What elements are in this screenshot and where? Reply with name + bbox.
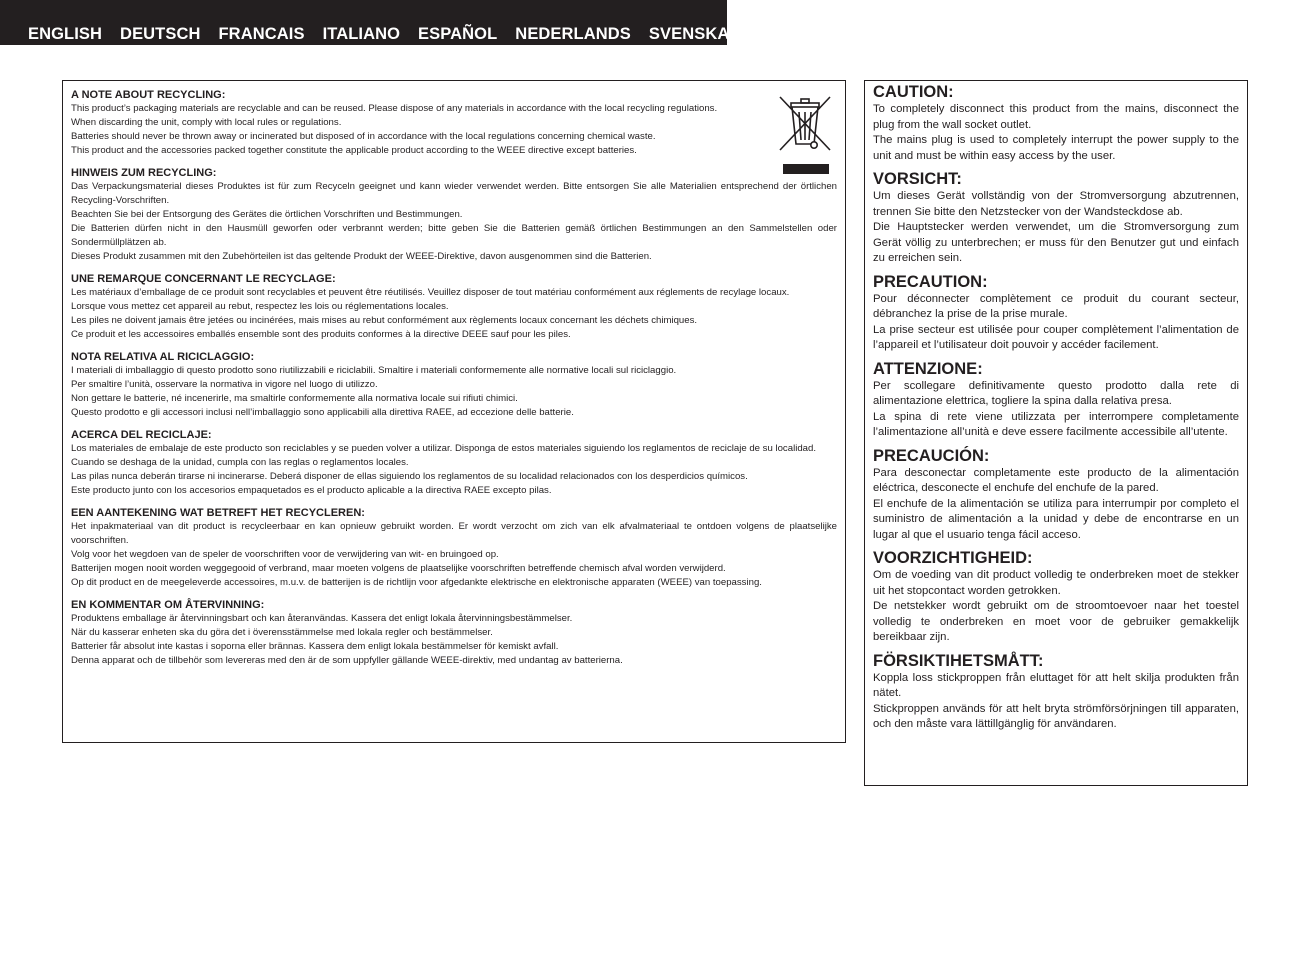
tab-italiano[interactable]: ITALIANO <box>322 25 401 43</box>
caution-heading: CAUTION: <box>873 83 954 101</box>
caution-heading: ATTENZIONE: <box>873 359 983 378</box>
tab-svenska[interactable]: SVENSKA <box>648 25 730 43</box>
paragraph: Das Verpackungsmaterial dieses Produktes ist für zum Recyceln geeignet und kann wieder verwendet werden. Bitte entsorgen Sie alle Materialien entsprechend der örtlichen Recycling-Vorschriften. <box>71 181 837 206</box>
paragraph: This product’s packaging materials are recyclable and can be reused. Please dispose of any materials in accordance with the local recycling regulations. <box>71 103 718 114</box>
tab-espanol[interactable]: ESPAÑOL <box>418 25 498 43</box>
paragraph: Produktens emballage är återvinningsbart och kan återanvändas. Kassera det enligt lokala återvinningsbestämmelser. <box>71 613 573 624</box>
caution-section-svenska <box>873 652 1239 733</box>
tab-nederlands[interactable]: NEDERLANDS <box>515 25 631 43</box>
caution-section-deutsch <box>873 170 1239 267</box>
paragraph: Batteries should never be thrown away or incinerated but disposed of in accordance with the local regulations concerning chemical waste. <box>71 131 656 142</box>
tab-english[interactable]: ENGLISH <box>28 25 103 43</box>
crossed-out-wheelie-bin-icon <box>777 94 833 174</box>
recycling-notes-panel <box>62 80 846 743</box>
recycling-section-espanol <box>71 428 837 498</box>
tab-deutsch[interactable]: DEUTSCH <box>120 25 201 43</box>
paragraph: När du kasserar enheten ska du göra det i överensstämmelse med lokala regler och bestämmelser. <box>71 627 493 638</box>
paragraph: Stickproppen används för att helt bryta strömförsörjningen till apparaten, och den måste vara lättillgänglig för användaren. <box>873 702 1239 730</box>
paragraph: Este producto junto con los accesorios empaquetados es el producto aplicable a la directiva RAEE excepto pilas. <box>71 485 552 496</box>
caution-section-english <box>873 83 1239 164</box>
recycling-heading: ACERCA DEL RECICLAJE: <box>71 429 212 441</box>
paragraph: Um dieses Gerät vollständig von der Stromversorgung abzutrennen, trennen Sie bitte den Netzstecker von der Wandsteckdose ab. <box>873 190 1239 218</box>
paragraph: When discarding the unit, comply with local rules or regulations. <box>71 117 342 128</box>
paragraph: De netstekker wordt gebruikt om de stroomtoevoer naar het toestel volledig te onderbreken en moet voor de gebruiker gemakkelijk bereikbaar zijn. <box>873 600 1239 643</box>
caution-heading: VORSICHT: <box>873 170 962 188</box>
paragraph: Beachten Sie bei der Entsorgung des Gerätes die örtlichen Vorschriften und Bestimmungen. <box>71 209 463 220</box>
paragraph: Les piles ne doivent jamais être jetées ou incinérées, mais mises au rebut conformément aux règlements locaux concernant les déchets chimiques. <box>71 315 698 326</box>
caution-heading: PRECAUCIÓN: <box>873 446 990 465</box>
recycling-heading: UNE REMARQUE CONCERNANT LE RECYCLAGE: <box>71 273 336 285</box>
recycling-heading: NOTA RELATIVA AL RICICLAGGIO: <box>71 351 255 363</box>
paragraph: La prise secteur est utilisée pour couper complètement l’alimentation de l’appareil et l’utilisateur doit pouvoir y accéder facilement. <box>873 323 1239 351</box>
paragraph: This product and the accessories packed together constitute the applicable product according to the WEEE directive except batteries. <box>71 145 637 156</box>
paragraph: Questo prodotto e gli accessori inclusi nell’imballaggio sono applicabili alla direttiva RAEE, ad eccezione delle batterie. <box>71 407 574 418</box>
paragraph: El enchufe de la alimentación se utiliza para interrumpir por completo el suministro de alimentación a la unidad y debe de encontrarse en un lugar al que el usuario tenga fácil acceso. <box>873 497 1239 541</box>
paragraph: Volg voor het wegdoen van de speler de voorschriften voor de verwijdering van wit- en bruingoed op. <box>71 549 499 560</box>
recycling-heading: A NOTE ABOUT RECYCLING: <box>71 89 226 101</box>
paragraph: Lorsque vous mettez cet appareil au rebut, respectez les lois ou réglementations locales. <box>71 301 449 312</box>
paragraph: Pour déconnecter complètement ce produit du courant secteur, débranchez la prise de la prise murale. <box>873 292 1239 320</box>
recycling-heading: EN KOMMENTAR OM ÅTERVINNING: <box>71 599 265 611</box>
paragraph: Batterijen mogen nooit worden weggegooid of verbrand, maar moeten volgens de plaatselijke voorschriften betreffende chemisch afval worden verwijderd. <box>71 563 726 574</box>
recycling-section-italiano <box>71 350 837 420</box>
paragraph: Batterier får absolut inte kastas i soporna eller brännas. Kassera dem enligt lokala bestämmelser för kemiskt avfall. <box>71 641 559 652</box>
caution-section-espanol <box>873 447 1239 544</box>
paragraph: Die Batterien dürfen nicht in den Hausmüll geworfen oder verbrannt werden; bitte geben Sie die Batterien gemäß örtlichen Bestimmungen an den Sammelstellen oder Sondermüllplätzen ab. <box>71 223 837 248</box>
caution-section-francais <box>873 273 1239 354</box>
paragraph: The mains plug is used to completely interrupt the power supply to the unit and must be within easy access by the user. <box>873 134 1239 162</box>
recycling-section-english <box>71 88 837 158</box>
paragraph: Las pilas nunca deberán tirarse ni incinerarse. Deberá disponer de ellas siguiendo los reglamentos de su localidad relacionados con los desperdicios químicos. <box>71 471 748 482</box>
paragraph: To completely disconnect this product from the mains, disconnect the plug from the wall socket outlet. <box>873 103 1239 131</box>
recycling-heading: EEN AANTEKENING WAT BETREFT HET RECYCLEREN: <box>71 507 365 519</box>
paragraph: Los materiales de embalaje de este producto son reciclables y se pueden volver a utilizar. Disponga de estos materiales siguiendo los reglamentos de reciclaje de su localidad. <box>71 443 817 454</box>
caution-heading: PRECAUTION: <box>873 272 988 291</box>
caution-heading: VOORZICHTIGHEID: <box>873 549 1033 567</box>
paragraph: Het inpakmateriaal van dit product is recycleerbaar en kan opnieuw gebruikt worden. Er wordt verzocht om zich van elk afvalmateriaal te ontdoen volgens de plaatselijke voorschriften. <box>71 521 837 546</box>
tab-francais[interactable]: FRANCAIS <box>218 25 305 43</box>
recycling-section-francais <box>71 272 837 342</box>
language-tab-bar <box>0 0 730 45</box>
paragraph: Ce produit et les accessoires emballés ensemble sont des produits conformes à la directive DEEE sauf pour les piles. <box>71 329 571 340</box>
recycling-section-svenska <box>71 598 837 668</box>
paragraph: Denna apparat och de tillbehör som levereras med den är de som uppfyller gällande WEEE-direktiv, med undantag av batterierna. <box>71 655 623 666</box>
paragraph: Para desconectar completamente este producto de la alimentación eléctrica, desconecte el enchufe del enchufe de la pared. <box>873 466 1239 494</box>
paragraph: Dieses Produkt zusammen mit den Zubehörteilen ist das geltende Produkt der WEEE-Direktive, davon ausgenommen sind die Batterien. <box>71 251 652 262</box>
paragraph: Om de voeding van dit product volledig te onderbreken moet de stekker uit het stopcontact worden getrokken. <box>873 569 1239 597</box>
paragraph: Die Hauptstecker werden verwendet, um die Stromversorgung zum Gerät völlig zu unterbrechen; er muss für den Benutzer gut und einfach zu erreichen sein. <box>873 221 1239 264</box>
caution-panel <box>864 80 1248 786</box>
paragraph: Koppla loss stickproppen från eluttaget för att helt skilja produkten från nätet. <box>873 671 1239 699</box>
recycling-heading: HINWEIS ZUM RECYCLING: <box>71 167 217 179</box>
paragraph: I materiali di imballaggio di questo prodotto sono riutilizzabili e riciclabili. Smaltire i materiali conformemente alle normative locali sul riciclaggio. <box>71 365 677 376</box>
paragraph: Non gettare le batterie, né incenerirle, ma smaltirle conformemente alla normativa locale sui rifiuti chimici. <box>71 393 518 404</box>
paragraph: Cuando se deshaga de la unidad, cumpla con las reglas o reglamentos locales. <box>71 457 409 468</box>
caution-heading: FÖRSIKTIHETSMÅTT: <box>873 651 1044 670</box>
caution-section-nederlands <box>873 549 1239 646</box>
paragraph: Op dit product en de meegeleverde accessoires, m.u.v. de batterijen is de richtlijn voor afgedankte elektrische en elektronische apparaten (WEEE) van toepassing. <box>71 577 762 588</box>
recycling-section-nederlands <box>71 506 837 590</box>
paragraph: La spina di rete viene utilizzata per interrompere completamente l’alimentazione all’unità e deve essere facilmente accessibile all’utente. <box>873 410 1239 438</box>
paragraph: Per smaltire l’unità, osservare la normativa in vigore nel luogo di utilizzo. <box>71 379 378 390</box>
recycling-section-deutsch <box>71 166 837 264</box>
paragraph: Les matériaux d’emballage de ce produit sont recyclables et peuvent être réutilisés. Veuillez disposer de tout matériau conformément aux réglements de recylage locaux. <box>71 287 790 298</box>
caution-section-italiano <box>873 360 1239 441</box>
paragraph: Per scollegare definitivamente questo prodotto dalla rete di alimentazione elettrica, togliere la spina dalla relativa presa. <box>873 379 1239 407</box>
